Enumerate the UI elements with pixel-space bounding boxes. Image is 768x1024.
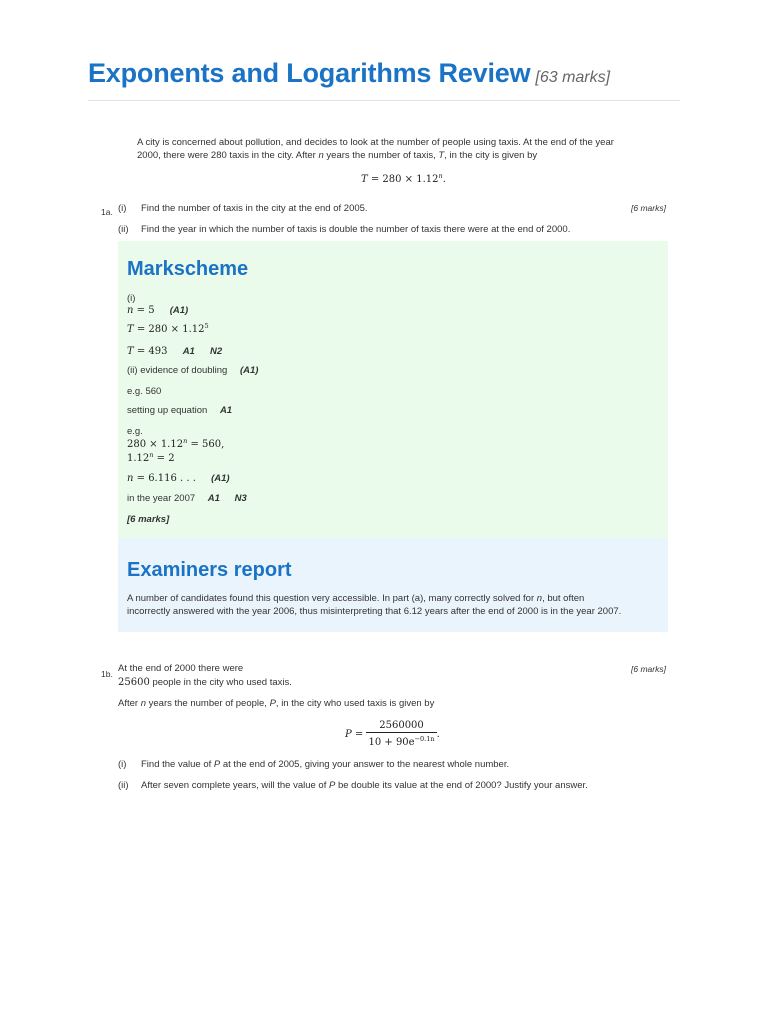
markscheme-line: (ii) evidence of doubling (A1) bbox=[127, 365, 259, 376]
markscheme-total: [6 marks] bbox=[127, 514, 170, 525]
question-part-ii: Find the year in which the number of taxis is double the number of taxis there were at the end of 2000. bbox=[141, 224, 571, 235]
markscheme-line: $280 \times 1.12^n = 560$, bbox=[127, 437, 225, 450]
question-part-i: Find the value of P at the end of 2005, giving your answer to the nearest whole number. bbox=[141, 759, 510, 770]
markscheme-line: e.g. 560 bbox=[127, 386, 162, 397]
mark-code: A1 bbox=[207, 493, 220, 504]
markscheme-heading: Markscheme bbox=[127, 258, 249, 280]
question-marks: [6 marks] bbox=[631, 203, 666, 213]
mark-code: A1 bbox=[182, 346, 195, 357]
intro-line: A city is concerned about pollution, and decides to look at the number of people using taxis. At the end of the year bbox=[137, 137, 614, 148]
mark-code: (A1) bbox=[169, 305, 189, 316]
question-part-ii: After seven complete years, will the value of P be double its value at the end of 2000? Justify your answer. bbox=[141, 780, 588, 791]
question-marks: [6 marks] bbox=[631, 664, 666, 674]
taxi-formula: $T = 280 \times 1.12^n$. bbox=[361, 172, 446, 185]
markscheme-line: e.g. bbox=[127, 426, 143, 437]
markscheme-line: in the year 2007 A1 N3 bbox=[127, 493, 247, 504]
markscheme-line: T = 493 A1 N2 bbox=[127, 346, 223, 357]
part-label: (ii) bbox=[118, 780, 129, 791]
page-title bbox=[88, 58, 610, 89]
question-part-i: Find the number of taxis in the city at the end of 2005. bbox=[141, 203, 368, 214]
markscheme-line: $T = 280 \times 1.12^5$ bbox=[127, 322, 209, 335]
mark-code: A1 bbox=[219, 405, 233, 416]
title-divider bbox=[88, 100, 680, 101]
question-intro-line: At the end of 2000 there were bbox=[118, 663, 244, 674]
part-label: (i) bbox=[118, 203, 127, 214]
question-number: 1b. bbox=[101, 669, 113, 679]
markscheme-line: (i) bbox=[127, 293, 136, 304]
mark-code: N2 bbox=[210, 346, 223, 357]
question-intro bbox=[137, 136, 677, 162]
markscheme-line: $1.12^n = 2$ bbox=[127, 451, 175, 464]
intro-line: 2000, there were 280 taxis in the city. After n years the number of taxis, T, in the city is given by bbox=[137, 150, 538, 161]
mark-code: (A1) bbox=[239, 365, 259, 376]
markscheme-line: setting up equation A1 bbox=[127, 405, 233, 416]
part-label: (i) bbox=[118, 759, 127, 770]
examiners-report-heading: Examiners report bbox=[127, 559, 292, 581]
examiners-report-line: incorrectly answered with the year 2006, thus misinterpreting that 6.12 years after the end of 2000 is in the year 2007. bbox=[127, 606, 622, 617]
part-label: (ii) bbox=[118, 224, 129, 235]
page-title-text: Exponents and Logarithms Review bbox=[88, 58, 531, 88]
markscheme-line: n = 6.116 . . . (A1) bbox=[127, 473, 230, 484]
markscheme-line: n = 5 (A1) bbox=[127, 305, 189, 316]
question-number: 1a. bbox=[101, 207, 113, 217]
total-marks: [63 marks] bbox=[535, 69, 611, 86]
question-intro-line: 25600 people in the city who used taxis. bbox=[118, 677, 292, 688]
question-text: After n years the number of people, P, in the city who used taxis is given by bbox=[118, 698, 435, 709]
population-formula: P = $\frac{2560000}{10 + 90e^{-0.1n}}$ . bbox=[345, 720, 440, 748]
mark-code: N3 bbox=[234, 493, 247, 504]
examiners-report-line: A number of candidates found this question very accessible. In part (a), many correctly solved for n, but often bbox=[127, 593, 585, 604]
mark-code: (A1) bbox=[211, 473, 230, 484]
